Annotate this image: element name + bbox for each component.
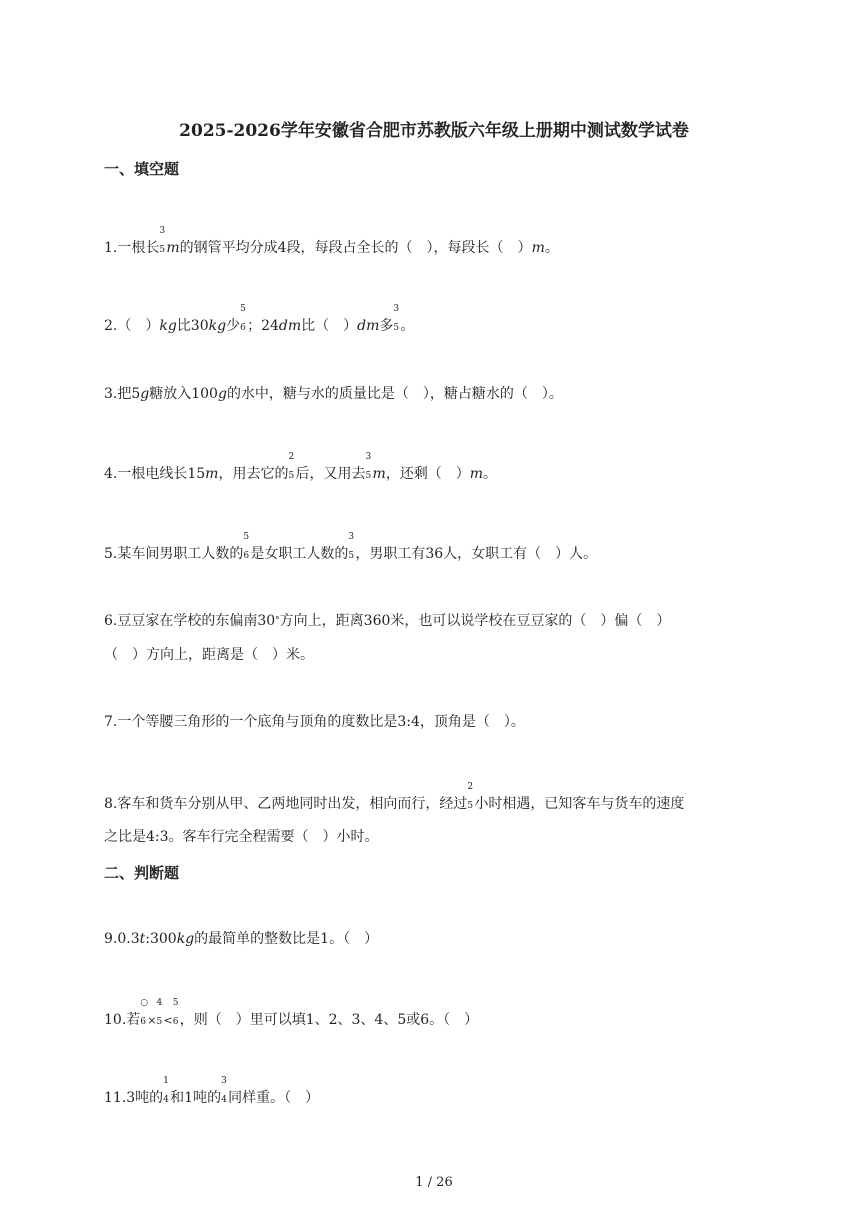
q5-text-b: 是女职工人数的 (250, 546, 349, 562)
question-3 (104, 384, 563, 404)
unit: m (469, 466, 484, 482)
q2-text-c: 少 (226, 318, 241, 334)
q5-text-a: 5.某车间男职工人数的 (104, 546, 244, 562)
q6-text-b: 方向上，距离360米，也可以说学校在豆豆家的（ ）偏（ ） (279, 613, 671, 629)
q4-text-b: ，用去它的 (218, 466, 289, 482)
q8-text-a: 8.客车和货车分别从甲、乙两地同时出发，相向而行，经过 (104, 796, 468, 812)
q1-text-a: 1.一根长 (104, 240, 160, 256)
fraction: 5 6 (243, 532, 250, 561)
q4-text-a: 4.一根电线长15 (104, 466, 206, 482)
q1-text-b: 的钢管平均分成 (179, 240, 278, 256)
q10-text-a: 10.若 (104, 1012, 141, 1028)
question-6-line-2: （ ）方向上，距离是（ ）米。 (104, 647, 314, 663)
q3-text-b: 糖放入100 (149, 386, 218, 402)
unit: kg (159, 318, 177, 334)
q11-text-c: 同样重。（ ） (228, 1090, 320, 1106)
q10-text-b: ，则（ ）里可以填1、2、3、4、5或6。（ ） (179, 1012, 479, 1028)
fraction: 4 5 (156, 998, 163, 1027)
unit: t (139, 931, 146, 947)
q2-text-e: 比（ ） (301, 318, 358, 334)
q2-text-b: 比30 (176, 318, 209, 334)
question-8 (104, 782, 685, 814)
q9-text-c: 的最简单的整数比是1。（ ） (194, 931, 379, 947)
q4-text-c: 后，又用去 (295, 466, 366, 482)
q11-text-a: 11.3吨的 (104, 1090, 164, 1106)
section-heading-fill-in: 一、填空题 (104, 160, 180, 178)
unit: m (531, 240, 545, 256)
q2-text-a: 2.（ ） (104, 318, 160, 334)
q1-text-c: 段，每段占全长的（ ），每段长（ ） (286, 240, 532, 256)
question-6 (104, 611, 670, 631)
q2-text-f: 多 (379, 318, 394, 334)
q9-text-b: :300 (145, 931, 177, 947)
question-2 (104, 304, 415, 336)
q1-text-d: 。 (544, 240, 559, 256)
unit: dm (357, 318, 380, 334)
fraction: ○ 6 (140, 998, 149, 1027)
unit: kg (176, 931, 195, 947)
q5-text-c: ，男职工有36人，女职工有（ ）人。 (355, 546, 598, 562)
less-than-symbol: < (163, 1014, 173, 1027)
question-7: 7.一个等腰三角形的一个底角与顶角的度数比是3:4，顶角是（ ）。 (104, 714, 525, 730)
q3-text-c: 的水中，糖与水的质量比是（ ），糖占糖水的（ ）。 (226, 386, 563, 402)
q11-text-b: 和1吨的 (170, 1090, 222, 1106)
unit: m (166, 240, 180, 256)
fraction: 5 6 (240, 304, 246, 333)
q3-text-a: 3.把5 (104, 386, 141, 402)
fraction: 5 6 (172, 998, 179, 1027)
q6-text-a: 6.豆豆家在学校的东偏南30 (104, 613, 276, 629)
degree-symbol: ° (275, 616, 280, 626)
question-4 (104, 452, 498, 484)
unit: g (140, 386, 150, 402)
question-11 (104, 1076, 320, 1108)
unit: kg (208, 318, 227, 334)
unit: m (205, 466, 219, 482)
times-symbol: × (147, 1014, 157, 1027)
question-9 (104, 929, 378, 949)
fraction: 2 5 (288, 452, 295, 481)
q2-text-d: ；24 (247, 318, 279, 334)
fraction: 3 5 (365, 452, 372, 481)
question-5 (104, 532, 598, 564)
q4-text-e: 。 (483, 466, 498, 482)
fraction: 1 4 (163, 1076, 169, 1105)
question-8-line-2: 之比是4:3。客车行完全程需要（ ）小时。 (104, 829, 379, 845)
unit: g (217, 386, 227, 402)
fraction: 3 5 (159, 226, 166, 255)
q8-text-b: 小时相遇，已知客车与货车的速度 (474, 796, 685, 812)
q9-text-a: 9.0.3 (104, 931, 140, 947)
page-title: 2025-2026学年安徽省合肥市苏教版六年级上册期中测试数学试卷 (179, 121, 689, 141)
fraction: 3 4 (221, 1076, 227, 1105)
page-number: 1 / 26 (415, 1175, 453, 1190)
section-heading-true-false: 二、判断题 (104, 864, 180, 882)
fraction: 2 5 (467, 782, 474, 811)
fraction: 3 5 (348, 532, 355, 561)
unit: dm (278, 318, 302, 334)
question-1 (104, 226, 559, 258)
question-10 (104, 998, 479, 1031)
q1-number: 4 (277, 240, 287, 256)
fraction: 3 5 (393, 304, 400, 333)
q2-text-g: 。 (400, 318, 415, 334)
unit: m (372, 466, 386, 482)
q4-text-d: ，还剩（ ） (385, 466, 470, 482)
